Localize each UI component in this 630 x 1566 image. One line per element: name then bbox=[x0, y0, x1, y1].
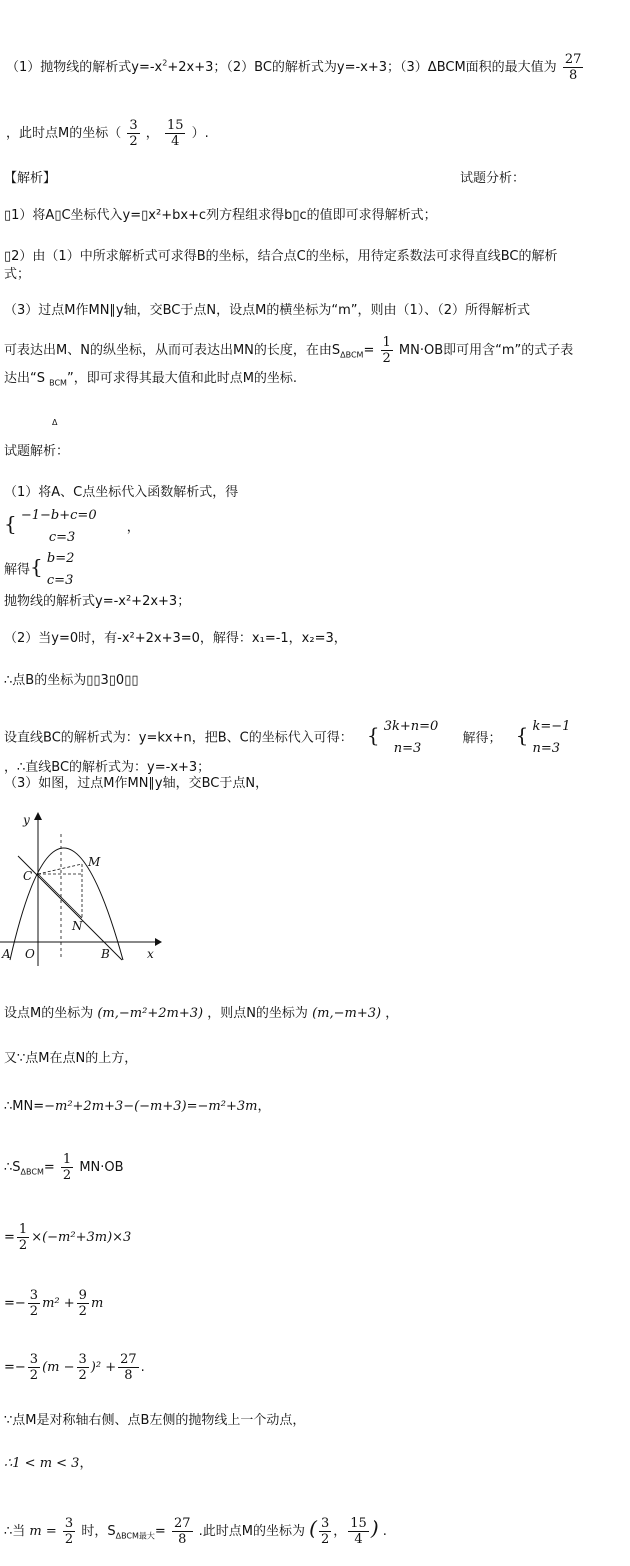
step3c-sub: BCM bbox=[49, 378, 67, 388]
step2-frac-a bbox=[28, 1288, 40, 1319]
step1-half-num: 1 bbox=[18, 1222, 28, 1237]
coord-post: ）. bbox=[191, 126, 209, 141]
area-step-1 bbox=[4, 1222, 131, 1253]
s-pre: ∴S bbox=[4, 1160, 21, 1175]
final-max-den: 8 bbox=[178, 1532, 187, 1547]
final-mid: .此时点M的坐标为 bbox=[198, 1524, 306, 1539]
step3-frac-c bbox=[118, 1352, 139, 1383]
step1-post: ×(−m²+3m)×3 bbox=[31, 1230, 132, 1245]
range-expr: ∴1 < m < 3 bbox=[4, 1456, 80, 1471]
analysis-right-label: 试题分析： bbox=[460, 171, 526, 186]
answer-part1-tail: +2x+3；（2）BC的解析式为y=-x+3；（3）ΔBCM面积的最大值为 bbox=[167, 60, 557, 75]
step3-a-num: 3 bbox=[29, 1352, 39, 1367]
n-coord: (m,−m+3) bbox=[312, 1006, 382, 1021]
point-m-coords bbox=[4, 1005, 398, 1023]
step3b-eq: = bbox=[363, 343, 375, 358]
step3b-sub: ΔBCM bbox=[340, 350, 364, 360]
range-post: ， bbox=[79, 1456, 93, 1471]
final-post: . bbox=[382, 1524, 387, 1539]
m-coord: (m,−m²+2m+3) bbox=[97, 1006, 204, 1021]
label-b: B bbox=[101, 947, 110, 961]
system-1-tail: ， bbox=[126, 519, 140, 535]
step2-frac-b bbox=[77, 1288, 89, 1319]
step3-close: )² + bbox=[90, 1360, 117, 1375]
parabola-expression: 抛物线的解析式y=-x²+2x+3； bbox=[4, 594, 191, 609]
label-o: O bbox=[25, 947, 35, 961]
area-half-den: 2 bbox=[62, 1168, 72, 1183]
segment-cm bbox=[38, 864, 82, 874]
half-den: 2 bbox=[382, 351, 391, 366]
final-mx-num: 3 bbox=[320, 1516, 330, 1531]
my-num: 15 bbox=[166, 118, 184, 133]
my-fraction bbox=[165, 118, 186, 149]
system-2 bbox=[4, 548, 74, 592]
system-3-brace: { bbox=[366, 722, 380, 747]
system-2-brace: { bbox=[30, 554, 43, 579]
analysis-heading: 【解析】 bbox=[4, 171, 57, 186]
half-fraction bbox=[381, 335, 393, 366]
step3-a-den: 2 bbox=[29, 1368, 39, 1383]
mx-den: 2 bbox=[129, 134, 138, 149]
area-step-3 bbox=[4, 1352, 145, 1383]
answer-part1: （1）抛物线的解析式y=-x bbox=[6, 60, 163, 75]
solution-part1: （1）将A、C点坐标代入函数解析式，得 bbox=[4, 485, 239, 500]
analysis-step1: ▯1）将A▯C坐标代入y=▯x²+bx+c列方程组求得b▯c的值即可求得解析式； bbox=[4, 208, 437, 223]
step3-frac-b bbox=[77, 1352, 89, 1383]
analysis-step2b: 式； bbox=[4, 267, 31, 282]
system-4-line-1: k=−1 bbox=[532, 719, 571, 734]
area-half bbox=[61, 1152, 73, 1183]
final-when: 时，S bbox=[81, 1524, 116, 1539]
analysis-step3c bbox=[4, 370, 297, 393]
final-mx-den: 2 bbox=[320, 1532, 330, 1547]
final-my-num: 15 bbox=[350, 1516, 367, 1531]
final-m: m = bbox=[29, 1524, 57, 1539]
solution-part2: （2）当y=0时，有-x²+2x+3=0，解得：x₁=-1，x₂=3， bbox=[4, 631, 347, 646]
final-sub: ΔBCM最大 bbox=[115, 1531, 155, 1541]
coord-comma: ， bbox=[145, 126, 159, 141]
bc-pre: 设直线BC的解析式为：y=kx+n，把B、C的坐标代入可得： bbox=[4, 730, 353, 746]
final-close-paren: ) bbox=[370, 1516, 379, 1540]
step2-mid: m² + bbox=[42, 1296, 75, 1311]
step2-pre: =− bbox=[4, 1296, 26, 1311]
m-above-n: 又∵点M在点N的上方， bbox=[4, 1051, 138, 1066]
system-3-line-1: 3k+n=0 bbox=[383, 719, 439, 734]
s-eq: = bbox=[43, 1160, 55, 1175]
final-mx-frac bbox=[319, 1516, 331, 1547]
step2-b-den: 2 bbox=[78, 1304, 87, 1319]
step3-b-num: 3 bbox=[78, 1352, 87, 1367]
answer-sup: 2 bbox=[162, 58, 168, 68]
coord-pre: ，此时点M的坐标（ bbox=[6, 126, 122, 141]
step3-pre: =− bbox=[4, 1360, 26, 1375]
step1-pre: = bbox=[4, 1230, 15, 1245]
label-x: x bbox=[147, 947, 154, 961]
x-axis-arrow bbox=[155, 938, 162, 946]
max-num: 27 bbox=[564, 52, 582, 67]
final-m-num: 3 bbox=[64, 1516, 74, 1531]
half-num: 1 bbox=[382, 335, 391, 350]
final-max-frac bbox=[172, 1516, 193, 1547]
system-4-eqs bbox=[532, 716, 570, 760]
step3c-post: ”，即可求得其最大值和此时点M的坐标. bbox=[66, 371, 298, 386]
system-1-brace: { bbox=[4, 511, 17, 536]
s-post: MN·OB bbox=[79, 1160, 124, 1175]
label-y: y bbox=[23, 813, 30, 827]
final-my-frac bbox=[348, 1516, 369, 1547]
final-comma: ， bbox=[333, 1524, 347, 1539]
analysis-step3a: （3）过点M作MN∥y轴，交BC于点N，设点M的横坐标为“m”，则由（1）、（2）所得解析式 bbox=[4, 303, 531, 318]
final-eq: = bbox=[154, 1524, 166, 1539]
label-a: A bbox=[2, 947, 11, 961]
step2-post: m bbox=[90, 1296, 104, 1311]
system-4-brace: { bbox=[515, 722, 529, 747]
final-pre: ∴当 bbox=[4, 1524, 26, 1539]
system-3-eqs bbox=[384, 716, 439, 760]
step3-frac-a bbox=[28, 1352, 40, 1383]
m-post: ， bbox=[385, 1006, 399, 1021]
final-max-num: 27 bbox=[173, 1516, 191, 1531]
max-area-fraction bbox=[563, 52, 584, 83]
m-mid: ，则点N的坐标为 bbox=[207, 1006, 308, 1021]
step3-b-den: 2 bbox=[78, 1368, 87, 1383]
system-2-eqs bbox=[47, 548, 75, 592]
step2-b-num: 9 bbox=[78, 1288, 87, 1303]
bc-result: ，∴直线BC的解析式为：y=-x+3； bbox=[4, 760, 211, 775]
mn-length bbox=[4, 1098, 270, 1116]
system-1 bbox=[4, 505, 140, 549]
max-den: 8 bbox=[568, 68, 578, 83]
answer-line-1 bbox=[6, 52, 585, 83]
solution-part3: （3）如图，过点M作MN∥y轴，交BC于点N， bbox=[4, 776, 269, 791]
label-m: M bbox=[88, 855, 101, 869]
step2-a-num: 3 bbox=[29, 1288, 39, 1303]
step3-post: . bbox=[140, 1360, 145, 1375]
final-my-den: 4 bbox=[354, 1532, 363, 1547]
solve-label-2: 解得； bbox=[462, 730, 502, 746]
my-den: 4 bbox=[171, 134, 180, 149]
s-sub: ΔBCM bbox=[20, 1167, 44, 1177]
analysis-step3b bbox=[4, 335, 573, 366]
label-n: N bbox=[72, 919, 83, 933]
step3-mid: (m − bbox=[42, 1360, 75, 1375]
step3b-post: MN·OB即可用含“m”的式子表 bbox=[398, 343, 574, 358]
mn-post: ， bbox=[257, 1099, 271, 1114]
step3c-pre: 达出“S bbox=[4, 371, 50, 386]
step3-c-num: 27 bbox=[120, 1352, 137, 1367]
system-1-eqs bbox=[21, 505, 97, 549]
final-m-den: 2 bbox=[64, 1532, 74, 1547]
parabola-graph bbox=[0, 808, 170, 968]
system-1-line-1: −1−b+c=0 bbox=[20, 508, 97, 523]
step2-a-den: 2 bbox=[29, 1304, 39, 1319]
bc-setup bbox=[4, 716, 570, 760]
m-pre: 设点M的坐标为 bbox=[4, 1006, 94, 1021]
final-result bbox=[4, 1516, 387, 1547]
final-open-paren: ( bbox=[309, 1516, 317, 1540]
system-2-line-1: b=2 bbox=[46, 551, 75, 566]
step1-half bbox=[17, 1222, 29, 1253]
analysis-step2a: ▯2）由（1）中所求解析式可求得B的坐标，结合点C的坐标，用待定系数法可求得直线BC的解析 bbox=[4, 249, 558, 264]
solution-heading: 试题解析： bbox=[4, 444, 70, 459]
step3b-pre: 可表达出M、N的纵坐标，从而可表达出MN的长度，在由S bbox=[4, 343, 341, 358]
point-b: ∴点B的坐标为▯▯3▯0▯▯ bbox=[4, 673, 139, 688]
stray-triangle: Δ bbox=[52, 418, 58, 427]
area-step-2 bbox=[4, 1288, 103, 1319]
segment-cn bbox=[38, 874, 82, 918]
step3-c-den: 8 bbox=[124, 1368, 133, 1383]
step1-half-den: 2 bbox=[18, 1238, 28, 1253]
system-4-line-2: n=3 bbox=[532, 741, 561, 756]
system-3-line-2: n=3 bbox=[393, 741, 422, 756]
range-note: ∵点M是对称轴右侧、点B左侧的抛物线上一个动点， bbox=[4, 1413, 306, 1428]
system-1-line-2: c=3 bbox=[48, 530, 76, 545]
solve-label: 解得 bbox=[4, 562, 31, 578]
mn-pre: ∴MN= bbox=[4, 1099, 45, 1114]
answer-line-2 bbox=[6, 118, 209, 149]
mn-expr: −m²+2m+3−(−m+3)=−m²+3m bbox=[44, 1099, 258, 1114]
mx-fraction bbox=[127, 118, 139, 149]
label-c: C bbox=[23, 869, 33, 883]
final-m-frac bbox=[63, 1516, 75, 1547]
area-formula bbox=[4, 1152, 124, 1183]
mx-num: 3 bbox=[129, 118, 138, 133]
m-range bbox=[4, 1455, 92, 1473]
y-axis-arrow bbox=[34, 812, 42, 820]
area-half-num: 1 bbox=[62, 1152, 72, 1167]
system-2-line-2: c=3 bbox=[46, 573, 74, 588]
